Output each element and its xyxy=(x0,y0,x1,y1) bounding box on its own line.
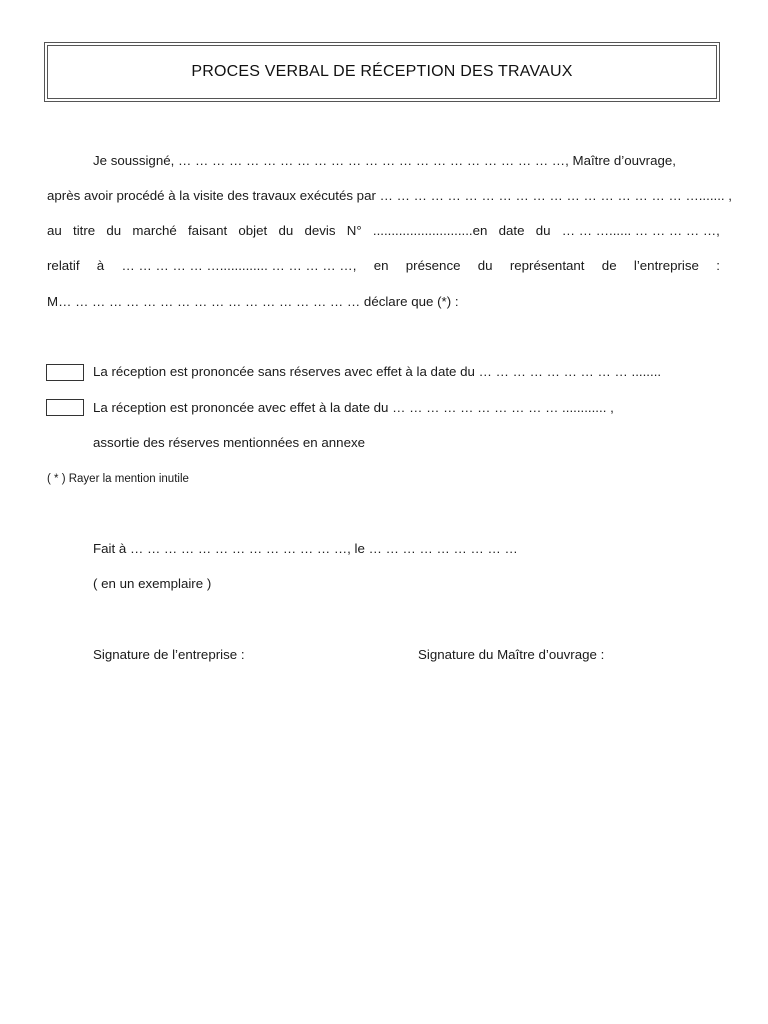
line3-word: du xyxy=(535,223,551,238)
option-2-label: La réception est prononcée avec effet à la date du … … … … … … … … … … ............ , xyxy=(93,400,614,415)
line3-word: date xyxy=(498,223,525,238)
line3-word: N° xyxy=(346,223,362,238)
option-2-checkbox[interactable] xyxy=(46,399,84,416)
line3-word: titre xyxy=(73,223,96,238)
footnote: ( * ) Rayer la mention inutile xyxy=(47,473,189,485)
line4-word: à xyxy=(96,258,105,273)
line4-word: présence xyxy=(405,258,461,273)
option-1-checkbox[interactable] xyxy=(46,364,84,381)
line4-word: l’entreprise xyxy=(633,258,699,273)
line3-word: du xyxy=(278,223,294,238)
title-box xyxy=(44,42,720,102)
line3-word: ...........................en xyxy=(372,223,488,238)
signature-owner-label: Signature du Maître d’ouvrage : xyxy=(418,647,605,662)
option-2-continuation: assortie des réserves mentionnées en annexe xyxy=(93,435,366,450)
title-box-inner xyxy=(47,45,717,99)
line3-word: objet xyxy=(238,223,268,238)
line4-word: représentant xyxy=(509,258,585,273)
line4-word: de xyxy=(601,258,617,273)
line4-word: en xyxy=(373,258,389,273)
line4-word: : xyxy=(716,258,720,273)
line4-word: … … … … … …............. … … … … …, xyxy=(121,258,357,273)
paragraph-line-5: M… … … … … … … … … … … … … … … … … … déclare que (*) : xyxy=(47,294,459,309)
line3-word: … … …...... … … … … …, xyxy=(561,223,720,238)
paragraph-line-1: Je soussigné, … … … … … … … … … … … … … … … … … … … … … … …, Maître d’ouvrage, xyxy=(93,153,676,168)
option-1-label: La réception est prononcée sans réserves avec effet à la date du … … … … … … … … … ........ xyxy=(93,364,662,379)
line3-word: au xyxy=(47,223,62,238)
line3-word: faisant xyxy=(187,223,228,238)
copies-line: ( en un exemplaire ) xyxy=(93,576,212,591)
line3-word: devis xyxy=(304,223,336,238)
line3-word: marché xyxy=(132,223,177,238)
line3-word: du xyxy=(106,223,122,238)
fait-line: Fait à … … … … … … … … … … … … …, le … … … … … … … … … xyxy=(93,541,518,556)
signature-company-label: Signature de l’entreprise : xyxy=(93,647,245,662)
page-title: PROCES VERBAL DE RÉCEPTION DES TRAVAUX xyxy=(191,63,573,80)
line4-word: relatif xyxy=(47,258,80,273)
paragraph-line-3 xyxy=(47,223,720,239)
paragraph-line-2: après avoir procédé à la visite des travaux exécutés par … … … … … … … … … … … … … … … … … … …....... , xyxy=(47,188,732,203)
paragraph-line-4 xyxy=(47,258,720,274)
line4-word: du xyxy=(477,258,493,273)
